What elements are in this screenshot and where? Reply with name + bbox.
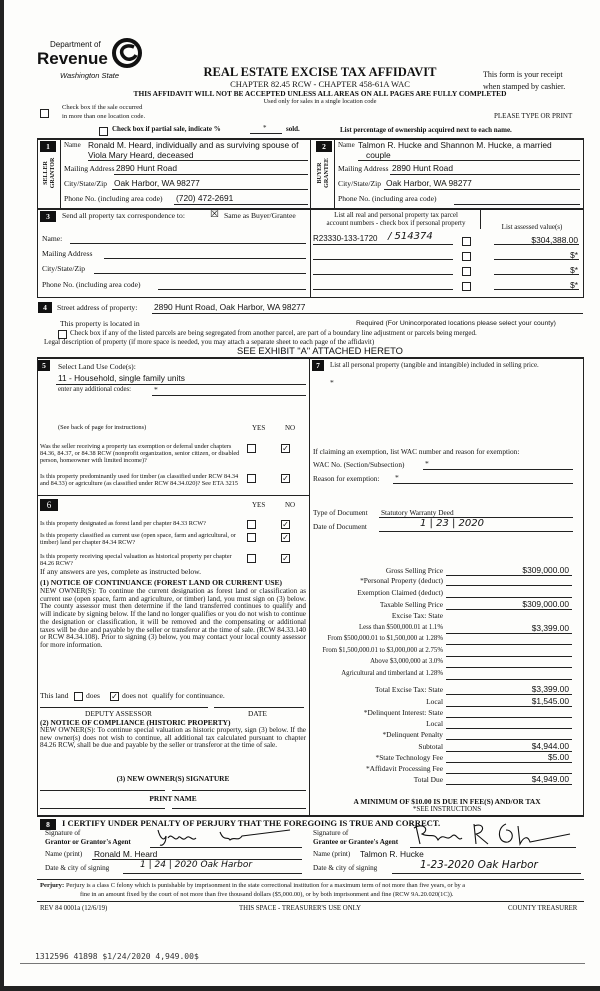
form-title: REAL ESTATE EXCISE TAX AFFIDAVIT	[203, 65, 437, 79]
tax-row-line	[446, 597, 572, 598]
wac-underline	[423, 469, 573, 470]
notice-compliance-body: NEW OWNER(S): To continue special valuation as historic property, sign (3) below. If the new owner(s) does not wish to continue, all additional tax calculated pursuant to chapter 84.26 RCW, shall be due and payable by the seller or transferor at the time of sale.	[40, 726, 306, 750]
seller-phone-field[interactable]: (720) 472-2691	[176, 193, 234, 203]
street-address-label: Street address of property:	[57, 303, 138, 312]
notice-compliance-title: (2) NOTICE OF COMPLIANCE (HISTORIC PROPERTY)	[40, 718, 231, 727]
personal-property-checkbox[interactable]	[462, 267, 471, 276]
tax-row-label: *State Technology Fee	[375, 753, 443, 762]
please-type-note: PLEASE TYPE OR PRINT	[494, 112, 573, 120]
tax-row-line	[446, 717, 572, 718]
exemption-reason-label: Reason for exemption:	[313, 474, 380, 483]
seller-name-label: Name	[64, 141, 81, 149]
grantor-signature-of: Signature of	[45, 829, 81, 837]
logo-dept-of: Department of	[50, 40, 101, 49]
tax-row-line	[446, 667, 572, 668]
question-historic: Is this property receiving special valuation as historical property per chapter 84.26 RCW?	[40, 553, 232, 568]
print-name-line-1[interactable]	[40, 808, 165, 809]
yes-header: YES	[252, 424, 266, 432]
treasurer-receipt-stamp: 1312596 41898 $1/24/2020 4,949.00$	[35, 952, 199, 961]
receipt-note-2: when stamped by cashier.	[483, 82, 566, 91]
section-4-number: 4	[38, 302, 52, 313]
buyer-city-field[interactable]: Oak Harbor, WA 98277	[386, 178, 472, 188]
section6-yes-header: YES	[252, 501, 266, 509]
tax-row-value[interactable]: $4,944.00	[531, 741, 569, 751]
send-correspondence-label: Send all property tax correspondence to:	[62, 211, 185, 220]
question-tax-exemption: Was the seller receiving a property tax exemption or deferral under chapters 84.36, 84.37, or 84.38 RCW (nonprofit organization, senior citizen, or disabled person, homeowner with limited income)?	[40, 443, 240, 465]
parcel-underline	[313, 244, 453, 245]
tax-row-label: From $1,500,000.01 to $3,000,000 at 2.75%	[322, 647, 443, 654]
tax-row-value[interactable]: $4,949.00	[531, 774, 569, 784]
legal-description-field[interactable]: SEE EXHIBIT "A" ATTACHED HERETO	[237, 345, 403, 356]
land-does-not-label: does not	[122, 691, 148, 700]
grantor-name-label: Name (print)	[45, 850, 83, 858]
section-8-number: 8	[40, 819, 56, 830]
doc-date-underline	[379, 531, 573, 532]
land-use-label: Select Land Use Code(s):	[58, 362, 136, 371]
assessed-value-field[interactable]: $*	[570, 280, 578, 290]
doc-type-label: Type of Document	[313, 508, 368, 517]
qualify-label: qualify for continuance.	[152, 691, 225, 700]
parcel-header-2: account numbers - check box if personal property	[326, 219, 466, 227]
seller-name-line2[interactable]: Viola Mary Heard, deceased	[88, 150, 194, 160]
tax-row-line	[446, 728, 572, 729]
timber-yes-checkbox[interactable]	[247, 474, 256, 483]
seller-grantor-label: SELLER GRANTOR	[43, 157, 56, 189]
tax-row-line	[446, 609, 572, 610]
buyer-name-label: Name	[338, 141, 355, 149]
land-use-field[interactable]: 11 - Household, single family units	[58, 373, 185, 383]
grantor-date-label: Date & city of signing	[45, 864, 110, 872]
buyer-label-divider	[334, 138, 335, 209]
tax-row-label: *Delinquent Penalty	[382, 730, 443, 739]
logo-washington-state: Washington State	[60, 71, 120, 80]
print-name-line-2[interactable]	[172, 808, 306, 809]
forest-yes-checkbox[interactable]	[247, 520, 256, 529]
perjury-top-line	[37, 879, 584, 880]
additional-codes-underline	[152, 395, 306, 396]
notice-continuance-body: NEW OWNER(S): To continue the current designation as forest land or classification as current use (open space, farm and agriculture, or timber) land, you must sign on (3) below. The county assessor must then determine if the land transferred continues to qualify and will indicate by signing below. If the land no longer qualifies or you do not wish to continue the designation or classification, it will be removed and the compensating or additional taxes will be due and payable by the seller or transferor at the time of sale. (RCW 84.33.140 or RCW 84.34.108). Prior to signing (3) below, you may contact your local county assessor for more information.	[40, 587, 306, 649]
parcel-handwritten-note: / 514374	[388, 231, 433, 242]
forest-no-checkbox[interactable]: ✓	[282, 520, 289, 529]
perjury-bottom-line	[37, 901, 584, 902]
grantee-signature-line	[410, 847, 576, 848]
corr-phone-field[interactable]	[158, 289, 306, 290]
perjury-text-2: fine in an amount fixed by the court of not more than five thousand dollars ($5,000.00), or by both imprisonment and fine (RCW 9A.20.020(1C)).	[80, 891, 454, 898]
no-header: NO	[285, 424, 296, 432]
same-as-buyer-label: Same as Buyer/Grantee	[224, 211, 296, 220]
tax-row-line	[446, 694, 572, 695]
section-6-number: 6	[40, 499, 58, 511]
single-location-note: Used only for sales in a single location code	[263, 98, 377, 105]
tax-row-line	[446, 706, 572, 707]
deputy-assessor-label: DEPUTY ASSESSOR	[85, 709, 152, 718]
parcel-header-1: List all real and personal property tax parcel	[334, 211, 458, 219]
grantor-signature[interactable]	[150, 826, 300, 848]
question-forest-land: Is this property designated as forest land per chapter 84.33 RCW?	[40, 520, 206, 527]
new-owner-signature-label: (3) NEW OWNER(S) SIGNATURE	[116, 774, 230, 783]
certify-statement: I CERTIFY UNDER PENALTY OF PERJURY THAT THE FOREGOING IS TRUE AND CORRECT.	[62, 818, 441, 828]
new-owner-signature-line-1[interactable]	[40, 790, 165, 791]
exemption-reason-field[interactable]: *	[395, 473, 399, 482]
additional-codes-field[interactable]: *	[154, 385, 158, 394]
tax-row-line	[446, 656, 572, 657]
historic-yes-checkbox[interactable]	[247, 554, 256, 563]
assessed-value-field[interactable]: $*	[570, 250, 578, 260]
corr-city-label: City/State/Zip	[42, 264, 86, 273]
question-current-use: Is this property classified as current use (open space, farm and agricultural, or timber) land per chapter 84.34 RCW?	[40, 532, 236, 547]
tax-row-value[interactable]: $3,399.00	[531, 623, 569, 633]
corr-mail-label: Mailing Address	[42, 249, 93, 258]
same-as-buyer-checkbox[interactable]: ☒	[210, 209, 219, 220]
parcel-number-field[interactable]	[313, 259, 453, 260]
this-land-label: This land	[40, 691, 69, 700]
buyer-mail-underline	[390, 174, 580, 175]
buyer-name-line1[interactable]: Talmon R. Hucke and Shannon M. Hucke, a married	[358, 140, 552, 150]
grantor-agent-label: Grantor or Grantor's Agent	[45, 838, 131, 846]
seller-city-field[interactable]: Oak Harbor, WA 98277	[114, 178, 200, 188]
partial-sale-label: Check box if partial sale, indicate %	[112, 125, 221, 133]
tax-row-line	[446, 633, 572, 634]
corr-name-field[interactable]	[70, 243, 306, 244]
tax-row-label: Taxable Selling Price	[379, 600, 443, 609]
form-revision: REV 84 0001a (12/6/19)	[40, 905, 108, 912]
seller-name-underline	[88, 160, 308, 161]
land-does-not-checkbox[interactable]: ✓	[111, 692, 118, 701]
tax-row-line	[446, 644, 572, 645]
minimum-due-note: A MINIMUM OF $10.00 IS DUE IN FEE(S) AND/OR TAX	[353, 797, 541, 806]
grantor-signature-line	[150, 847, 302, 848]
multi-location-label-2: in more than one location code.	[62, 113, 146, 120]
corr-phone-label: Phone No. (including area code)	[42, 280, 141, 289]
tax-row-value[interactable]: $3,399.00	[531, 684, 569, 694]
tax-row-label: Above $3,000,000 at 3.0%	[370, 658, 443, 665]
county-required-note: Required (For Unincorporated locations please select your county)	[356, 320, 556, 327]
section-5-number: 5	[38, 360, 50, 371]
segregated-label: Check box if any of the listed parcels are being segregated from another parcel, are part of a boundary line adjustment or parcels being merged.	[70, 329, 477, 337]
tax-row-label: Excise Tax: State	[391, 611, 443, 620]
personal-property-label: List all personal property (tangible and intangible) included in selling price.	[330, 362, 539, 369]
receipt-note-1: This form is your receipt	[483, 70, 563, 79]
tax-row-value[interactable]: $5.00	[548, 752, 569, 762]
section-2-number: 2	[316, 141, 332, 152]
doc-date-label: Date of Document	[313, 522, 367, 531]
grantor-name-field[interactable]: Ronald M. Heard	[94, 849, 158, 859]
if-yes-note: If any answers are yes, complete as instructed below.	[40, 567, 202, 576]
buyer-mail-field[interactable]: 2890 Hunt Road	[392, 163, 453, 173]
legal-description-label: Legal description of property (if more space is needed, you may attach a separate sheet to each page of the affidavit)	[44, 338, 375, 346]
seller-mail-field[interactable]: 2890 Hunt Road	[116, 163, 177, 173]
buyer-city-underline	[384, 189, 580, 190]
grantee-date-city-field[interactable]: 1-23-2020 Oak Harbor	[420, 859, 538, 871]
section-3-number: 3	[40, 211, 56, 222]
land-use-underline	[56, 384, 306, 385]
tax-row-label: *Affidavit Processing Fee	[365, 764, 443, 773]
multi-location-label-1: Check box if the sale occurred	[62, 104, 143, 111]
see-back-note: (See back of page for instructions)	[58, 424, 147, 431]
parcel-number-field[interactable]: R23330-133-1720	[313, 234, 378, 243]
partial-percent-field[interactable]: *	[263, 124, 267, 132]
buyer-name-underline	[358, 160, 580, 161]
buyer-phone-field[interactable]	[454, 204, 580, 205]
historic-no-checkbox[interactable]: ✓	[282, 554, 289, 563]
scan-edge-left	[0, 0, 4, 991]
tax-row-line	[446, 762, 572, 763]
scan-edge-bottom	[0, 986, 600, 991]
section-7-number: 7	[312, 360, 324, 371]
buyer-phone-label: Phone No. (including area code)	[338, 194, 437, 203]
tax-row-value[interactable]: $309,000.00	[522, 599, 569, 609]
wac-label: WAC No. (Section/Subsection)	[313, 460, 405, 469]
deputy-assessor-signature-line[interactable]	[40, 707, 208, 708]
tax-row-line	[446, 739, 572, 740]
personal-property-field[interactable]: *	[330, 378, 334, 387]
grantor-date-underline	[123, 873, 302, 874]
grantee-signature-of: Signature of	[313, 829, 349, 837]
seller-mail-underline	[114, 174, 308, 175]
grantee-name-field[interactable]: Talmon R. Hucke	[360, 849, 424, 859]
grantor-date-city-field[interactable]: 1 | 24 | 2020 Oak Harbor	[140, 860, 253, 870]
located-in-label: This property is located in	[60, 319, 140, 328]
tax-row-label: Total Excise Tax: State	[375, 685, 443, 694]
parcel-number-field[interactable]	[313, 274, 453, 275]
assessor-date-line[interactable]	[214, 707, 304, 708]
perjury-text-1: Perjury is a class C felony which is punishable by imprisonment in the state correctional institution for a maximum term of not more than five years, or by a	[66, 882, 466, 889]
buyer-name-line2[interactable]: couple	[366, 150, 391, 160]
seller-phone-label: Phone No. (including area code)	[64, 194, 163, 203]
corr-city-field[interactable]	[94, 273, 306, 274]
grantee-signature[interactable]	[410, 820, 580, 848]
correspondence-divider	[310, 209, 311, 298]
form-warning: THIS AFFIDAVIT WILL NOT BE ACCEPTED UNLESS ALL AREAS ON ALL PAGES ARE FULLY COMPLETED	[133, 89, 507, 98]
seller-city-underline	[112, 189, 308, 190]
section-6-divider	[37, 495, 309, 496]
tax-exemption-no-checkbox[interactable]: ✓	[282, 444, 289, 453]
tax-row-line	[446, 679, 572, 680]
tax-row-label: Total Due	[413, 775, 443, 784]
multi-location-checkbox[interactable]	[40, 109, 49, 118]
corr-mail-field[interactable]	[104, 258, 306, 259]
seller-phone-underline	[174, 204, 308, 205]
stamp-line	[20, 963, 585, 964]
seller-label-divider	[60, 138, 61, 209]
wac-field[interactable]: *	[425, 459, 429, 468]
perjury-label: Perjury:	[40, 882, 65, 889]
section-1-number: 1	[40, 141, 56, 152]
assessed-divider	[480, 209, 481, 229]
partial-sale-checkbox[interactable]	[99, 127, 108, 136]
doc-date-field[interactable]: 1 | 23 | 2020	[420, 518, 484, 529]
section6-no-header: NO	[285, 501, 296, 509]
grantee-agent-label: Grantee or Grantee's Agent	[313, 838, 399, 846]
tax-row-label: Agricultural and timberland at 1.28%	[341, 670, 443, 677]
partial-sold-label: sold.	[286, 125, 300, 133]
ownership-pct-note: List percentage of ownership acquired next to each name.	[340, 126, 512, 134]
grantee-date-underline	[392, 873, 581, 874]
parcel-number-field[interactable]	[313, 289, 453, 290]
question-timber-agriculture: Is this property predominantly used for timber (as classified under RCW 84.34 and 84.33) or agriculture (as classified under RCW 84.34.020)? See ETA 3215	[40, 473, 239, 488]
assessed-value-field[interactable]: $*	[570, 265, 578, 275]
seller-mail-label: Mailing Address	[64, 164, 115, 173]
assessed-value-field[interactable]: $304,388.00	[531, 235, 578, 245]
land-does-label: does	[86, 691, 100, 700]
corr-name-label: Name:	[42, 234, 63, 243]
seller-name-line1[interactable]: Ronald M. Heard, individually and as surviving spouse of	[88, 140, 299, 150]
buyer-mail-label: Mailing Address	[338, 164, 389, 173]
reason-underline	[393, 483, 573, 484]
current-use-yes-checkbox[interactable]	[247, 533, 256, 542]
tax-row-value[interactable]: $309,000.00	[522, 565, 569, 575]
tax-row-label: Exemption Claimed (deduct)	[357, 588, 443, 597]
parties-divider	[310, 138, 311, 209]
notice-continuance-title: (1) NOTICE OF CONTINUANCE (FOREST LAND OR CURRENT USE)	[40, 578, 283, 587]
tax-row-line	[446, 585, 572, 586]
street-address-field[interactable]: 2890 Hunt Road, Oak Harbor, WA 98277	[154, 302, 306, 312]
tax-row-line	[446, 575, 572, 576]
section-8-divider	[37, 815, 584, 817]
new-owner-signature-line-2[interactable]	[172, 790, 306, 791]
see-instructions-note: *SEE INSTRUCTIONS	[412, 805, 482, 813]
tax-row-label: *Personal Property (deduct)	[360, 576, 443, 585]
tax-row-label: Gross Selling Price	[385, 566, 443, 575]
personal-property-checkbox[interactable]	[462, 237, 471, 246]
tax-row-label: Less than $500,000.01 at 1.1%	[358, 624, 443, 631]
doc-type-field[interactable]: Statutory Warranty Deed	[381, 508, 454, 517]
treasurer-space-label: THIS SPACE - TREASURER'S USE ONLY	[239, 905, 361, 912]
grantee-name-label: Name (print)	[313, 850, 351, 858]
buyer-city-label: City/State/Zip	[338, 179, 382, 188]
logo-swirl-icon	[112, 37, 142, 69]
form-chapter: CHAPTER 82.45 RCW - CHAPTER 458-61A WAC	[230, 79, 410, 89]
current-use-no-checkbox[interactable]: ✓	[282, 533, 289, 542]
buyer-grantee-label: BUYER GRANTEE	[317, 158, 330, 188]
street-underline	[152, 313, 583, 314]
tax-row-label: *Delinquent Interest: State	[363, 708, 443, 717]
land-does-checkbox[interactable]	[74, 692, 83, 701]
partial-percent-line	[250, 133, 282, 134]
tax-row-label: Local	[426, 719, 443, 728]
print-name-label: PRINT NAME	[149, 794, 197, 803]
tax-exemption-yes-checkbox[interactable]	[247, 444, 256, 453]
county-treasurer-label: COUNTY TREASURER	[508, 905, 578, 912]
grantee-date-label: Date & city of signing	[313, 864, 378, 872]
personal-property-checkbox[interactable]	[462, 252, 471, 261]
assessor-date-label: DATE	[248, 709, 267, 718]
logo-revenue: Revenue	[37, 49, 108, 68]
tax-row-label: Subtotal	[418, 742, 443, 751]
personal-property-checkbox[interactable]	[462, 282, 471, 291]
seller-city-label: City/State/Zip	[64, 179, 108, 188]
tax-row-label: Local	[426, 697, 443, 706]
timber-no-checkbox[interactable]: ✓	[282, 474, 289, 483]
exemption-intro: If claiming an exemption, list WAC number and reason for exemption:	[313, 447, 520, 456]
additional-codes-label: enter any additional codes:	[58, 386, 132, 393]
assessed-header: List assessed value(s)	[501, 223, 563, 231]
tax-row-value[interactable]: $1,545.00	[531, 696, 569, 706]
tax-row-label: From $500,000.01 to $1,500,000 at 1.28%	[327, 635, 443, 642]
tax-row-line	[446, 784, 572, 785]
